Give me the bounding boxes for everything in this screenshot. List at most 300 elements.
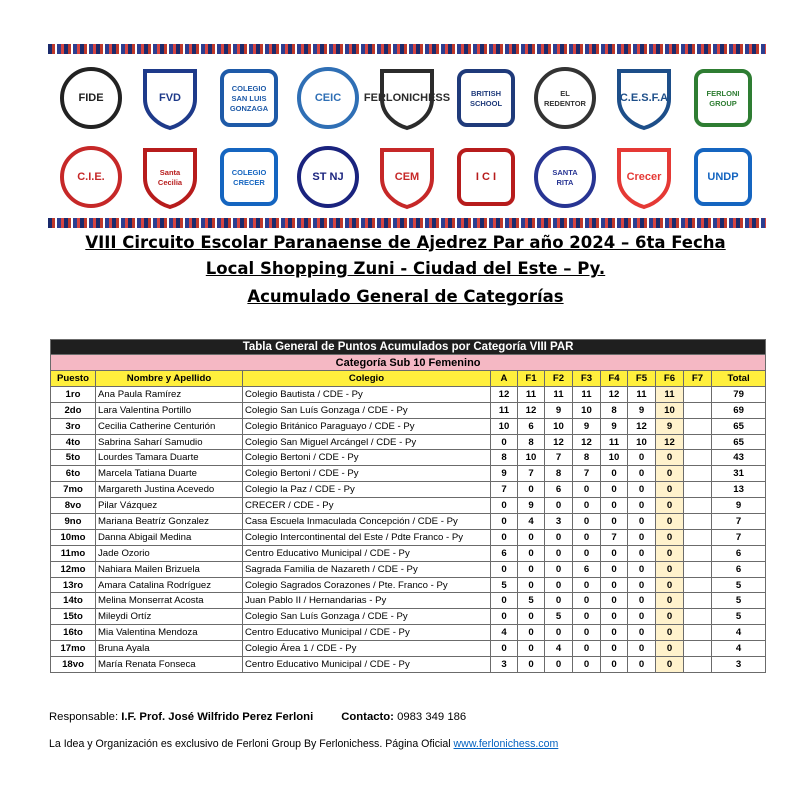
cem-logo — [374, 144, 440, 210]
cell-a: 9 — [491, 466, 518, 482]
table-title: Tabla General de Puntos Acumulados por Categoría VIII PAR — [51, 340, 766, 355]
cell-f2: 0 — [545, 545, 573, 561]
cell-colegio: Centro Educativo Municipal / CDE - Py — [243, 545, 491, 561]
table-row — [51, 418, 766, 434]
cell-nombre: Mileydi Ortíz — [96, 609, 243, 625]
cell-f4: 0 — [601, 514, 628, 530]
cell-a: 11 — [491, 402, 518, 418]
cell-f3: 0 — [573, 609, 601, 625]
cell-f7 — [684, 434, 712, 450]
cell-f2: 0 — [545, 657, 573, 673]
cell-f2: 10 — [545, 418, 573, 434]
table-row — [51, 657, 766, 673]
contacto-value: 0983 349 186 — [393, 711, 467, 723]
cell-f2: 0 — [545, 529, 573, 545]
cell-colegio: Casa Escuela Inmaculada Concepción / CDE - Py — [243, 514, 491, 530]
svg-text:RITA: RITA — [556, 177, 574, 187]
page-title: VIII Circuito Escolar Paranaense de Ajedrez Par año 2024 – 6ta Fecha — [85, 233, 726, 252]
svg-text:SANTA: SANTA — [552, 167, 578, 177]
table-row — [51, 466, 766, 482]
cell-f3: 12 — [573, 434, 601, 450]
cell-total: 5 — [712, 593, 766, 609]
cell-puesto: 14to — [51, 593, 96, 609]
cell-f7 — [684, 529, 712, 545]
svg-text:GROUP: GROUP — [708, 98, 737, 108]
svg-text:BRITISH: BRITISH — [470, 88, 501, 98]
el-redentor-logo — [532, 65, 598, 131]
cell-colegio: Colegio Intercontinental del Este / Pdte Franco - Py — [243, 529, 491, 545]
svg-text:SAN LUIS: SAN LUIS — [231, 93, 267, 103]
cell-nombre: Lourdes Tamara Duarte — [96, 450, 243, 466]
cell-colegio: Colegio San Miguel Arcángel / CDE - Py — [243, 434, 491, 450]
svg-text:UNDP: UNDP — [706, 170, 739, 183]
ici-logo — [453, 144, 519, 210]
cell-f4: 0 — [601, 657, 628, 673]
cell-nombre: Jade Ozorio — [96, 545, 243, 561]
cell-a: 7 — [491, 482, 518, 498]
cell-colegio: Sagrada Familia de Nazareth / CDE - Py — [243, 561, 491, 577]
cell-f6: 0 — [656, 545, 684, 561]
cell-a: 0 — [491, 593, 518, 609]
table-row — [51, 545, 766, 561]
header-f1: F1 — [518, 371, 545, 387]
cell-colegio: Centro Educativo Municipal / CDE - Py — [243, 657, 491, 673]
cell-f5: 0 — [628, 466, 656, 482]
cell-f1: 0 — [518, 609, 545, 625]
cell-f2: 0 — [545, 593, 573, 609]
cell-total: 43 — [712, 450, 766, 466]
cell-f1: 11 — [518, 386, 545, 402]
svg-text:Crecer: Crecer — [626, 170, 662, 183]
cell-f4: 11 — [601, 434, 628, 450]
cell-total: 6 — [712, 561, 766, 577]
cell-nombre: Ana Paula Ramírez — [96, 386, 243, 402]
svg-text:GONZAGA: GONZAGA — [230, 103, 269, 113]
banner-top-border — [48, 44, 766, 54]
cell-total: 3 — [712, 657, 766, 673]
cell-f6: 0 — [656, 514, 684, 530]
cell-colegio: Colegio Bertoni / CDE - Py — [243, 450, 491, 466]
cell-f1: 0 — [518, 625, 545, 641]
cell-nombre: Pilar Vázquez — [96, 498, 243, 514]
cell-f6: 0 — [656, 498, 684, 514]
contacto-label: Contacto: — [341, 711, 394, 723]
category-title: Categoría Sub 10 Femenino — [51, 355, 766, 371]
svg-text:I C I: I C I — [475, 170, 496, 183]
cell-f3: 8 — [573, 450, 601, 466]
cell-puesto: 5to — [51, 450, 96, 466]
cell-f3: 0 — [573, 641, 601, 657]
cell-f4: 0 — [601, 609, 628, 625]
cell-f3: 0 — [573, 577, 601, 593]
cell-f5: 0 — [628, 577, 656, 593]
cell-total: 7 — [712, 529, 766, 545]
cell-f1: 9 — [518, 498, 545, 514]
cell-puesto: 4to — [51, 434, 96, 450]
svg-text:COLEGIO: COLEGIO — [231, 167, 267, 177]
cell-f3: 6 — [573, 561, 601, 577]
cell-f1: 0 — [518, 641, 545, 657]
cell-f7 — [684, 498, 712, 514]
cell-f1: 7 — [518, 466, 545, 482]
header-f2: F2 — [545, 371, 573, 387]
cell-f5: 0 — [628, 657, 656, 673]
svg-text:CEM: CEM — [394, 170, 420, 183]
cell-f4: 0 — [601, 593, 628, 609]
cell-f1: 0 — [518, 545, 545, 561]
header-f5: F5 — [628, 371, 656, 387]
header-f4: F4 — [601, 371, 628, 387]
cell-f6: 0 — [656, 625, 684, 641]
cell-f7 — [684, 657, 712, 673]
header-total: Total — [712, 371, 766, 387]
cell-f6: 0 — [656, 450, 684, 466]
san-luis-gonzaga-logo — [216, 65, 282, 131]
responsable-label: Responsable: — [49, 711, 122, 723]
cell-f2: 3 — [545, 514, 573, 530]
cell-f4: 0 — [601, 482, 628, 498]
table-row — [51, 482, 766, 498]
cell-colegio: Colegio Área 1 / CDE - Py — [243, 641, 491, 657]
cell-total: 9 — [712, 498, 766, 514]
cell-colegio: Colegio San Luís Gonzaga / CDE - Py — [243, 402, 491, 418]
cell-nombre: Marcela Tatiana Duarte — [96, 466, 243, 482]
cell-puesto: 7mo — [51, 482, 96, 498]
table-row — [51, 514, 766, 530]
cell-colegio: Centro Educativo Municipal / CDE - Py — [243, 625, 491, 641]
cell-total: 5 — [712, 577, 766, 593]
website-link[interactable]: www.ferlonichess.com — [453, 738, 559, 750]
cell-a: 12 — [491, 386, 518, 402]
cell-nombre: Lara Valentina Portillo — [96, 402, 243, 418]
table-row — [51, 450, 766, 466]
crecer-logo — [611, 144, 677, 210]
cell-a: 0 — [491, 529, 518, 545]
cell-f3: 11 — [573, 386, 601, 402]
cell-colegio: Colegio Sagrados Corazones / Pte. Franco - Py — [243, 577, 491, 593]
cell-total: 5 — [712, 609, 766, 625]
cell-puesto: 2do — [51, 402, 96, 418]
cell-total: 7 — [712, 514, 766, 530]
cell-nombre: Margareth Justina Acevedo — [96, 482, 243, 498]
svg-text:C.E.S.F.A: C.E.S.F.A — [619, 91, 668, 104]
cell-nombre: Amara Catalina Rodríguez — [96, 577, 243, 593]
cell-f1: 4 — [518, 514, 545, 530]
cell-nombre: Melina Monserrat Acosta — [96, 593, 243, 609]
header-f6: F6 — [656, 371, 684, 387]
cell-f5: 0 — [628, 498, 656, 514]
cell-f2: 0 — [545, 577, 573, 593]
cell-f7 — [684, 593, 712, 609]
cell-puesto: 12mo — [51, 561, 96, 577]
st-nj-logo — [295, 144, 361, 210]
cell-f1: 0 — [518, 482, 545, 498]
header-f7: F7 — [684, 371, 712, 387]
cell-colegio: Juan Pablo II / Hernandarias - Py — [243, 593, 491, 609]
svg-text:ST NJ: ST NJ — [312, 170, 344, 183]
cell-nombre: María Renata Fonseca — [96, 657, 243, 673]
cell-puesto: 16to — [51, 625, 96, 641]
cell-f3: 7 — [573, 466, 601, 482]
colegio-crecer-logo — [216, 144, 282, 210]
cell-f1: 0 — [518, 529, 545, 545]
cell-f4: 10 — [601, 450, 628, 466]
svg-text:FERLONICHESS: FERLONICHESS — [363, 91, 451, 104]
cell-nombre: Danna Abigail Medina — [96, 529, 243, 545]
cell-f3: 0 — [573, 625, 601, 641]
cell-f5: 0 — [628, 609, 656, 625]
cell-f2: 9 — [545, 402, 573, 418]
responsable-name: I.F. Prof. José Wilfrido Perez Ferloni — [121, 711, 314, 723]
cell-colegio: CRECER / CDE - Py — [243, 498, 491, 514]
cell-f1: 5 — [518, 593, 545, 609]
cell-puesto: 8vo — [51, 498, 96, 514]
cell-f7 — [684, 482, 712, 498]
cell-puesto: 11mo — [51, 545, 96, 561]
cell-f2: 12 — [545, 434, 573, 450]
cell-a: 0 — [491, 609, 518, 625]
cell-f6: 12 — [656, 434, 684, 450]
page-subtitle-category: Acumulado General de Categorías — [247, 287, 564, 306]
cell-f5: 12 — [628, 418, 656, 434]
cell-f6: 0 — [656, 561, 684, 577]
cell-f2: 8 — [545, 466, 573, 482]
cell-f4: 0 — [601, 545, 628, 561]
cell-f2: 7 — [545, 450, 573, 466]
cell-a: 6 — [491, 545, 518, 561]
cell-a: 5 — [491, 577, 518, 593]
cell-f3: 0 — [573, 593, 601, 609]
fvd-logo — [137, 65, 203, 131]
cell-f7 — [684, 514, 712, 530]
cell-total: 79 — [712, 386, 766, 402]
svg-text:FVD: FVD — [159, 91, 182, 104]
svg-text:EL: EL — [559, 88, 570, 98]
cell-f1: 10 — [518, 450, 545, 466]
cell-f6: 0 — [656, 657, 684, 673]
table-row — [51, 529, 766, 545]
cell-puesto: 1ro — [51, 386, 96, 402]
table-header-row — [51, 371, 766, 387]
cell-total: 4 — [712, 641, 766, 657]
svg-text:Cecilia: Cecilia — [158, 177, 183, 187]
cell-f3: 0 — [573, 514, 601, 530]
undp-logo — [690, 144, 756, 210]
table-row — [51, 434, 766, 450]
cell-f2: 0 — [545, 498, 573, 514]
table-row — [51, 577, 766, 593]
cell-f3: 10 — [573, 402, 601, 418]
svg-text:Santa: Santa — [160, 167, 181, 177]
cell-f5: 0 — [628, 514, 656, 530]
cell-f5: 0 — [628, 482, 656, 498]
footer-idea — [49, 738, 558, 750]
cell-f3: 0 — [573, 482, 601, 498]
cell-f6: 0 — [656, 577, 684, 593]
svg-text:FERLONI: FERLONI — [706, 88, 740, 98]
cell-f4: 0 — [601, 466, 628, 482]
cell-f2: 0 — [545, 625, 573, 641]
cell-total: 65 — [712, 434, 766, 450]
cell-f4: 0 — [601, 641, 628, 657]
cell-total: 31 — [712, 466, 766, 482]
cie-logo — [58, 144, 124, 210]
cell-f6: 0 — [656, 529, 684, 545]
cell-nombre: Sabrina Saharí Samudio — [96, 434, 243, 450]
cell-nombre: Nahiara Mailen Brizuela — [96, 561, 243, 577]
cell-f1: 0 — [518, 657, 545, 673]
cell-colegio: Colegio Bautista / CDE - Py — [243, 386, 491, 402]
cell-f6: 0 — [656, 482, 684, 498]
cell-f4: 8 — [601, 402, 628, 418]
sponsor-logo-banner — [52, 58, 762, 216]
cell-f4: 0 — [601, 625, 628, 641]
british-school-logo — [453, 65, 519, 131]
cell-f7 — [684, 641, 712, 657]
cell-f5: 0 — [628, 593, 656, 609]
cell-f5: 0 — [628, 450, 656, 466]
cell-total: 69 — [712, 402, 766, 418]
header-puesto: Puesto — [51, 371, 96, 387]
cell-f5: 0 — [628, 625, 656, 641]
table-row — [51, 402, 766, 418]
fide-logo — [58, 65, 124, 131]
cell-total: 6 — [712, 545, 766, 561]
cell-a: 10 — [491, 418, 518, 434]
svg-text:SCHOOL: SCHOOL — [469, 98, 502, 108]
cell-f4: 0 — [601, 498, 628, 514]
cell-f3: 0 — [573, 529, 601, 545]
cell-f7 — [684, 545, 712, 561]
cell-f5: 0 — [628, 641, 656, 657]
header-nombre: Nombre y Apellido — [96, 371, 243, 387]
page-subtitle-location: Local Shopping Zuni - Ciudad del Este – Py. — [205, 259, 606, 278]
banner-bottom-border — [48, 218, 766, 228]
cell-f5: 11 — [628, 386, 656, 402]
svg-text:REDENTOR: REDENTOR — [543, 98, 586, 108]
cell-puesto: 15to — [51, 609, 96, 625]
cell-f3: 0 — [573, 498, 601, 514]
cell-a: 0 — [491, 561, 518, 577]
cell-f1: 12 — [518, 402, 545, 418]
cell-f6: 10 — [656, 402, 684, 418]
cell-a: 0 — [491, 434, 518, 450]
table-row — [51, 498, 766, 514]
cell-colegio: Colegio San Luís Gonzaga / CDE - Py — [243, 609, 491, 625]
cell-nombre: Cecilia Catherine Centurión — [96, 418, 243, 434]
cell-puesto: 3ro — [51, 418, 96, 434]
cell-f2: 6 — [545, 482, 573, 498]
cell-f4: 9 — [601, 418, 628, 434]
cell-a: 4 — [491, 625, 518, 641]
cell-f2: 11 — [545, 386, 573, 402]
cell-f5: 0 — [628, 529, 656, 545]
svg-text:COLEGIO: COLEGIO — [231, 83, 267, 93]
table-row — [51, 641, 766, 657]
cell-f7 — [684, 386, 712, 402]
svg-text:CRECER: CRECER — [233, 177, 266, 187]
cell-colegio: Colegio Británico Paraguayo / CDE - Py — [243, 418, 491, 434]
cell-f5: 10 — [628, 434, 656, 450]
cell-f3: 9 — [573, 418, 601, 434]
cell-a: 0 — [491, 498, 518, 514]
cell-f2: 4 — [545, 641, 573, 657]
table-row — [51, 593, 766, 609]
svg-text:FIDE: FIDE — [78, 91, 104, 104]
cell-f2: 0 — [545, 561, 573, 577]
cell-f1: 0 — [518, 577, 545, 593]
cell-nombre: Mia Valentina Mendoza — [96, 625, 243, 641]
cell-f7 — [684, 450, 712, 466]
cell-colegio: Colegio Bertoni / CDE - Py — [243, 466, 491, 482]
svg-text:CEIC: CEIC — [314, 91, 342, 104]
cell-f5: 9 — [628, 402, 656, 418]
cell-puesto: 18vo — [51, 657, 96, 673]
santa-cecilia-logo — [137, 144, 203, 210]
cell-f2: 5 — [545, 609, 573, 625]
cell-nombre: Mariana Beatríz Gonzalez — [96, 514, 243, 530]
cell-f6: 11 — [656, 386, 684, 402]
cell-f4: 0 — [601, 577, 628, 593]
cell-f4: 0 — [601, 561, 628, 577]
cell-f5: 0 — [628, 561, 656, 577]
cell-puesto: 6to — [51, 466, 96, 482]
cell-f6: 0 — [656, 466, 684, 482]
header-a: A — [491, 371, 518, 387]
results-table — [50, 339, 766, 673]
ferlonichess-club-logo — [363, 65, 451, 131]
cell-f4: 7 — [601, 529, 628, 545]
cell-f7 — [684, 577, 712, 593]
cell-f6: 9 — [656, 418, 684, 434]
cell-f7 — [684, 418, 712, 434]
cell-f3: 0 — [573, 657, 601, 673]
header-f3: F3 — [573, 371, 601, 387]
cell-puesto: 17mo — [51, 641, 96, 657]
cell-a: 3 — [491, 657, 518, 673]
ferloni-group-logo — [690, 65, 756, 131]
cell-nombre: Bruna Ayala — [96, 641, 243, 657]
cell-puesto: 13ro — [51, 577, 96, 593]
cell-f5: 0 — [628, 545, 656, 561]
cell-f7 — [684, 625, 712, 641]
cell-f6: 0 — [656, 641, 684, 657]
cell-f7 — [684, 466, 712, 482]
cell-f7 — [684, 609, 712, 625]
footer-responsable — [49, 711, 466, 723]
cesfa-logo — [611, 65, 677, 131]
cell-f6: 0 — [656, 593, 684, 609]
cell-puesto: 9no — [51, 514, 96, 530]
table-row — [51, 386, 766, 402]
cell-f1: 6 — [518, 418, 545, 434]
cell-a: 0 — [491, 514, 518, 530]
cell-f7 — [684, 402, 712, 418]
table-row — [51, 561, 766, 577]
header-colegio: Colegio — [243, 371, 491, 387]
cell-colegio: Colegio la Paz / CDE - Py — [243, 482, 491, 498]
cell-f6: 0 — [656, 609, 684, 625]
cell-total: 4 — [712, 625, 766, 641]
cell-puesto: 10mo — [51, 529, 96, 545]
table-row — [51, 609, 766, 625]
cell-total: 65 — [712, 418, 766, 434]
cell-f1: 8 — [518, 434, 545, 450]
cell-total: 13 — [712, 482, 766, 498]
cell-a: 0 — [491, 641, 518, 657]
cell-f7 — [684, 561, 712, 577]
cell-f4: 12 — [601, 386, 628, 402]
